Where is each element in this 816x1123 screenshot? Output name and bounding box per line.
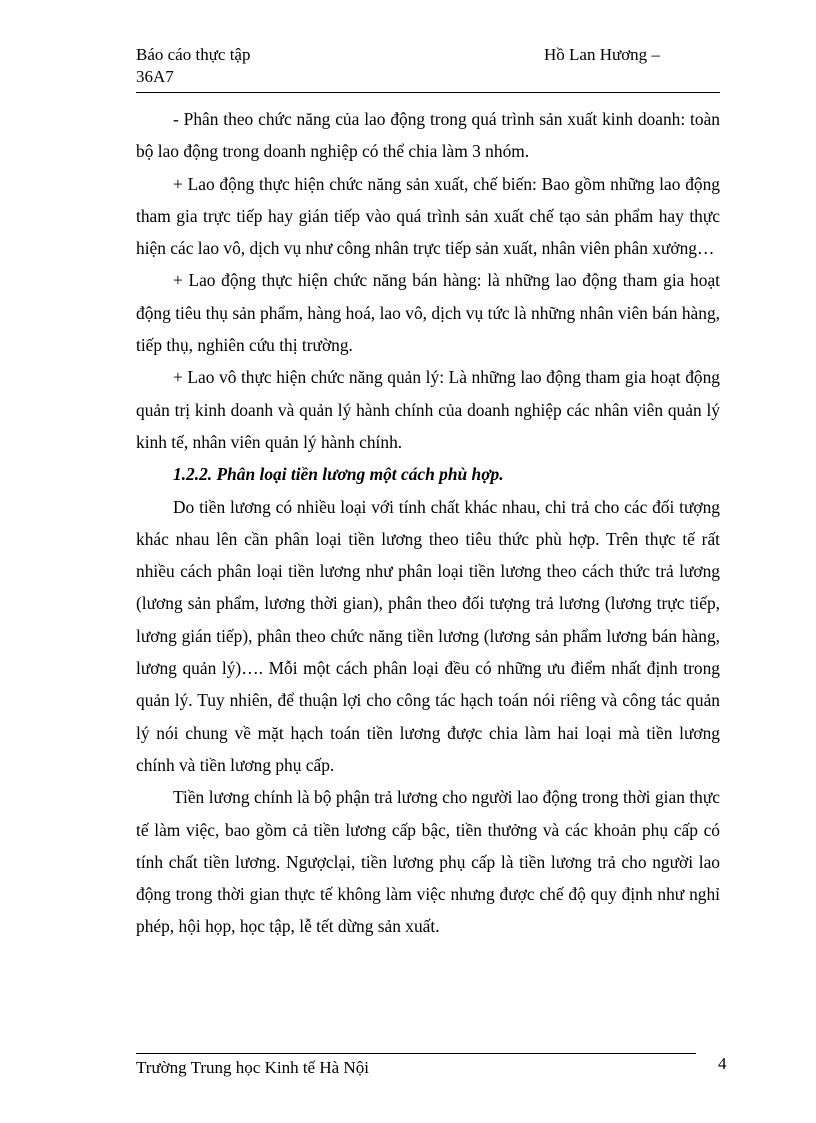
paragraph: Tiền lương chính là bộ phận trả lương cho người lao động trong thời gian thực tế làm việc, bao gồm cả tiền lương cấp bậc, tiền thưởng và các khoản phụ cấp có tính chất tiền lương. Ngượclại, tiền lương phụ cấp là tiền lương trả cho người lao động trong thời gian thực tế không làm việc nhưng được chế độ quy định như nghỉ phép, hội họp, học tập, lễ tết dừng sản xuất. [136,787,720,937]
paragraph: Do tiền lương có nhiều loại với tính chất khác nhau, chi trả cho các đối tượng khác nhau lên cần phân loại tiền lương theo tiêu thức phù hợp. Trên thực tế rất nhiều cách phân loại tiền lương như phân loại tiền lương theo cách thức trả lương (lương sản phẩm, lương thời gian), phân theo đối tượng trả lương (lương trực tiếp, lương gián tiếp), phân theo chức năng tiền lương (lương sản phẩm lương bán hàng, lương quản lý)…. Mỗi một cách phân loại đều có những ưu điểm nhất định trong quản lý. Tuy nhiên, để thuận lợi cho công tác hạch toán nói riêng và công tác quản lý nói chung về mặt hạch toán tiền lương được chia làm hai loại mà tiền lương chính và tiền lương phụ cấp. [136,496,720,775]
paragraph: - Phân theo chức năng của lao động trong quá trình sản xuất kinh doanh: toàn bộ lao động trong doanh nghiệp có thể chia làm 3 nhóm. [136,109,720,162]
footer-divider [136,1053,696,1054]
paragraph: + Lao động thực hiện chức năng bán hàng: là những lao động tham gia hoạt động tiêu thụ sản phẩm, hàng hoá, lao vô, dịch vụ tức là những nhân viên bán hàng, tiếp thụ, nghiên cứu thị trường. [136,270,720,356]
paragraph: + Lao động thực hiện chức năng sản xuất, chế biến: Bao gồm những lao động tham gia trực tiếp hay gián tiếp vào quá trình sản xuất chế tạo sản phẩm hay thực hiện các lao vô, dịch vụ như công nhân trực tiếp sản xuất, nhân viên phân xưởng… [136,173,720,259]
section-heading: 1.2.2. Phân loại tiền lương một cách phù hợp. [173,464,504,485]
author-name: Hồ Lan Hương – [544,45,660,64]
paragraph: + Lao vô thực hiện chức năng quản lý: Là những lao động tham gia hoạt động quản trị kinh doanh và quản lý hành chính của doanh nghiệp các nhân viên quản lý kinh tế, nhân viên quản lý hành chính. [136,367,720,452]
school-name: Trường Trung học Kinh tế Hà Nội [136,1058,369,1077]
header-divider [136,92,720,93]
class-code: 36A7 [136,67,174,86]
document-body [136,103,720,943]
page-number: 4 [718,1054,727,1073]
report-title: Báo cáo thực tập [136,45,251,64]
